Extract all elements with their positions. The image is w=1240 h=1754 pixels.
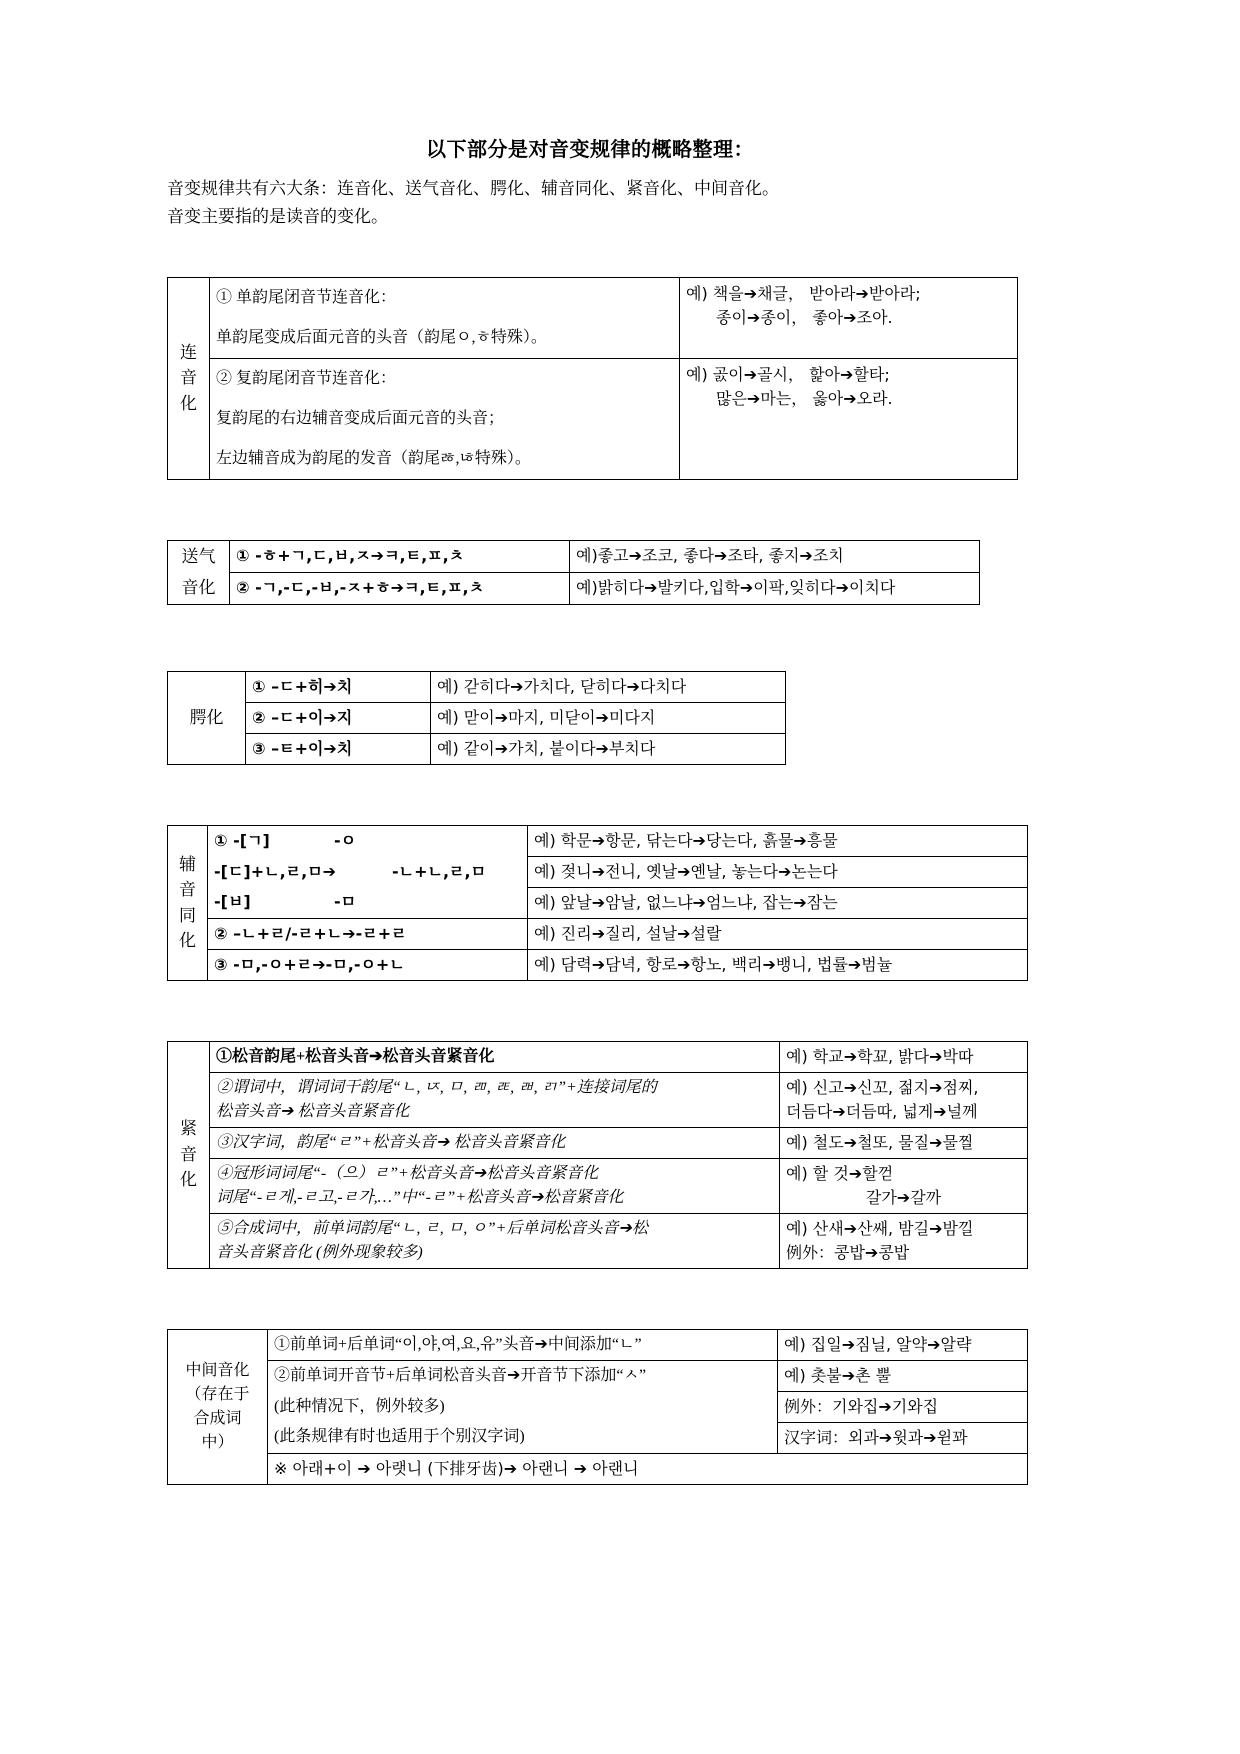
table-ehua [167, 671, 786, 765]
rule-cell [208, 856, 528, 887]
table-row [168, 918, 1028, 949]
table-row [168, 671, 786, 702]
table-row [168, 1391, 1028, 1422]
vhead-char: 紧 [180, 1119, 197, 1139]
rule-cell [208, 825, 528, 856]
example-line: 더듬다➔더듬따, 넓게➔널께 [786, 1101, 978, 1121]
row-header-songqi: 音化 [168, 572, 230, 604]
rule-cell: ② –ㄴ+ㄹ/-ㄹ+ㄴ➔-ㄹ+ㄹ [208, 918, 528, 949]
table-row [168, 825, 1028, 856]
table-row [168, 1329, 1028, 1360]
table-row [168, 702, 786, 733]
page-title: 以下部分是对音变规律的概略整理： [426, 139, 754, 161]
rule-right: -ㅁ [334, 892, 357, 912]
rule-line: ②谓词中，谓词词干韵尾“ㄴ, ㄵ, ㅁ, ㄻ, ㄾ, ㄼ, ㄺ”+连接词尾的 [216, 1078, 657, 1096]
example-cell: 예)좋고➔조코, 좋다➔조타, 좋지➔조치 [570, 540, 980, 572]
example-line: 例外：콩밥➔콩밥 [786, 1242, 910, 1262]
rule-cell-full: ※ 아래+이 ➔ 아랫니 (下排牙齿)➔ 아랜니 ➔ 아랜니 [268, 1453, 1028, 1484]
intro-line-2: 音变主要指的是读音的变化。 [167, 207, 388, 227]
table-songqiyinhua [167, 540, 980, 605]
table-row [168, 572, 980, 604]
example-line: 많은➔마는， 옳아➔오라. [716, 388, 893, 408]
example-line: 예) 학교➔학꾜, 밝다➔박따 [786, 1046, 974, 1066]
table-row [168, 856, 1028, 887]
vhead-char: 音 [180, 368, 197, 388]
row-header-jinyin [168, 1041, 210, 1268]
rule-left: -[ㅂ] [214, 892, 251, 912]
vhead-char: 化 [180, 1170, 197, 1190]
rule-line: 松音头音➔ 松音头音紧音化 [216, 1102, 410, 1120]
vhead-char: 化 [179, 931, 196, 951]
rule-cell [210, 1041, 780, 1072]
rule-line: ④冠形词词尾“-（으）ㄹ”+松音头音➔松音头音紧音化 [216, 1164, 599, 1182]
table-zhongjianyinhua [167, 1329, 1028, 1485]
table-lianyinhua [167, 277, 1018, 480]
example-line: 예) 곬이➔골시， 핥아➔할타; [686, 364, 890, 384]
rule-cell: ② 复韵尾闭音节连音化： [210, 358, 680, 399]
rule-line: ①松音韵尾+松音头音➔松音头音紧音化 [216, 1047, 495, 1065]
vhead-char: 连 [180, 342, 197, 362]
example-cell: 例外：기와집➔기와집 [778, 1391, 1028, 1422]
vhead-char: 化 [180, 393, 197, 413]
vhead-line: 合成词 [193, 1409, 242, 1427]
rule-cell: ② -ㄱ,-ㄷ,-ㅂ,-ㅈ+ㅎ➔ㅋ,ㅌ,ㅍ,ㅊ [230, 572, 570, 604]
rule-cell [210, 1158, 780, 1213]
example-line: 종이➔종이， 좋아➔조아. [716, 307, 893, 327]
table-row [168, 1453, 1028, 1484]
example-line: 예) 책을➔채글， 받아라➔받아라; [686, 283, 921, 303]
table-row [168, 887, 1028, 918]
rule-cell: 复韵尾的右边辅音变成后面元音的头音； [210, 399, 680, 439]
rule-right: -ㄴ+ㄴ,ㄹ,ㅁ [392, 861, 487, 881]
example-cell: 예) 같이➔가치, 붙이다➔부치다 [431, 733, 786, 764]
example-line: 예) 철도➔철또, 물질➔물찔 [786, 1132, 974, 1152]
rule-cell: ②前单词开音节+后单词松音头音➔开音节下添加“ㅅ” [268, 1360, 778, 1391]
rule-cell: (此条规律有时也适用于个别汉字词) [268, 1422, 778, 1453]
rule-cell [208, 887, 528, 918]
example-cell: 汉字词：외과➔윗과➔윋꽈 [778, 1422, 1028, 1453]
table-row [168, 358, 1018, 399]
rule-cell: ① 单韵尾闭音节连音化： [210, 277, 680, 318]
rule-left: -[ㄷ]+ㄴ,ㄹ,ㅁ➔ [214, 861, 337, 881]
rule-right: -ㅇ [334, 830, 357, 850]
row-header-zhongjian [168, 1329, 268, 1484]
row-header-songqi: 送气 [168, 540, 230, 572]
table-row [168, 1127, 1028, 1158]
example-line: 갈가➔갈까 [865, 1187, 942, 1207]
vhead-char: 同 [179, 905, 196, 925]
example-cell [680, 277, 1018, 358]
table-fuyintonghua [167, 825, 1028, 981]
vhead-line: 中） [201, 1433, 234, 1451]
example-cell: 예) 진리➔질리, 설날➔설랄 [528, 918, 1028, 949]
row-header-ehua: 腭化 [168, 671, 246, 764]
row-header-fuyin [168, 825, 208, 980]
example-cell [780, 1041, 1028, 1072]
table-row [168, 1213, 1028, 1268]
rule-cell: ② –ㄷ+이➔지 [246, 702, 431, 733]
vhead-char: 音 [179, 880, 196, 900]
table-row [168, 733, 786, 764]
example-line: 예) 산새➔산쌔, 밤길➔밤낄 [786, 1218, 974, 1238]
example-cell: 예)밝히다➔발키다,입학➔이팍,잊히다➔이치다 [570, 572, 980, 604]
vhead-char: 音 [180, 1144, 197, 1164]
rule-cell [210, 1127, 780, 1158]
table-row [168, 1158, 1028, 1213]
example-line: 예) 할 것➔할껃 [786, 1163, 894, 1183]
intro-line-1: 音变规律共有六大条：连音化、送气音化、腭化、辅音同化、紧音化、中间音化。 [167, 179, 779, 198]
rule-left: ① -[ㄱ] [214, 830, 270, 850]
table-row [168, 540, 980, 572]
rule-cell: ①前单词+后单词“이,야,여,요,유”头音➔中间添加“ㄴ” [268, 1329, 778, 1360]
rule-cell: 左边辅音成为韵尾的发音（韵尾ㅀ,ㄶ特殊）。 [210, 439, 680, 480]
table-row [168, 949, 1028, 980]
example-cell: 예) 담력➔담녁, 항로➔항노, 백리➔뱅니, 법률➔범뉼 [528, 949, 1028, 980]
table-row [168, 1072, 1028, 1127]
example-cell: 예) 젖니➔전니, 옛날➔옌날, 놓는다➔논는다 [528, 856, 1028, 887]
vhead-line: 中间音化 [185, 1361, 250, 1379]
table-row [168, 1422, 1028, 1453]
rule-cell [210, 1213, 780, 1268]
example-cell [680, 358, 1018, 479]
example-cell [780, 1127, 1028, 1158]
table-row [168, 1360, 1028, 1391]
example-cell [780, 1072, 1028, 1127]
rule-line: ⑤合成词中，前单词韵尾“ㄴ, ㄹ, ㅁ, ㅇ”+后单词松音头音➔松 [216, 1219, 648, 1237]
rule-cell: 单韵尾变成后面元音的头音（韵尾ㅇ,ㅎ特殊）。 [210, 318, 680, 359]
table-row [168, 1041, 1028, 1072]
rule-line: 音头音紧音化 (例外现象较多) [216, 1243, 423, 1261]
table-jinyinhua [167, 1041, 1028, 1269]
rule-cell: ③ -ㅁ,-ㅇ+ㄹ➔-ㅁ,-ㅇ+ㄴ [208, 949, 528, 980]
example-cell: 예) 집일➔짐닐, 알약➔알략 [778, 1329, 1028, 1360]
rule-line: ③汉字词，韵尾“ㄹ”+松音头音➔ 松音头音紧音化 [216, 1133, 566, 1151]
rule-cell: (此种情况下，例外较多) [268, 1391, 778, 1422]
rule-cell: ① -ㅎ+ㄱ,ㄷ,ㅂ,ㅈ➔ㅋ,ㅌ,ㅍ,ㅊ [230, 540, 570, 572]
table-row [168, 277, 1018, 318]
vhead-char: 辅 [179, 854, 196, 874]
example-cell [780, 1158, 1028, 1213]
rule-cell [210, 1072, 780, 1127]
example-cell: 예) 학문➔항문, 닦는다➔당는다, 흙물➔흥물 [528, 825, 1028, 856]
example-cell: 예) 앞날➔암날, 없느냐➔엄느냐, 잡는➔잠는 [528, 887, 1028, 918]
example-cell: 예) 맏이➔마지, 미닫이➔미다지 [431, 702, 786, 733]
row-header-lianyinhua [168, 277, 210, 479]
rule-line: 词尾“-ㄹ게,-ㄹ고,-ㄹ가,…”中“-ㄹ”+松音头音➔松音紧音化 [216, 1188, 624, 1206]
example-cell: 예) 갇히다➔가치다, 닫히다➔다치다 [431, 671, 786, 702]
example-line: 예) 신고➔신꼬, 젊지➔점찌, [786, 1077, 979, 1097]
rule-cell: ③ –ㅌ+이➔치 [246, 733, 431, 764]
rule-cell: ① –ㄷ+히➔치 [246, 671, 431, 702]
vhead-line: （存在于 [185, 1385, 250, 1403]
example-cell: 예) 촛불➔촌 뿔 [778, 1360, 1028, 1391]
example-cell [780, 1213, 1028, 1268]
